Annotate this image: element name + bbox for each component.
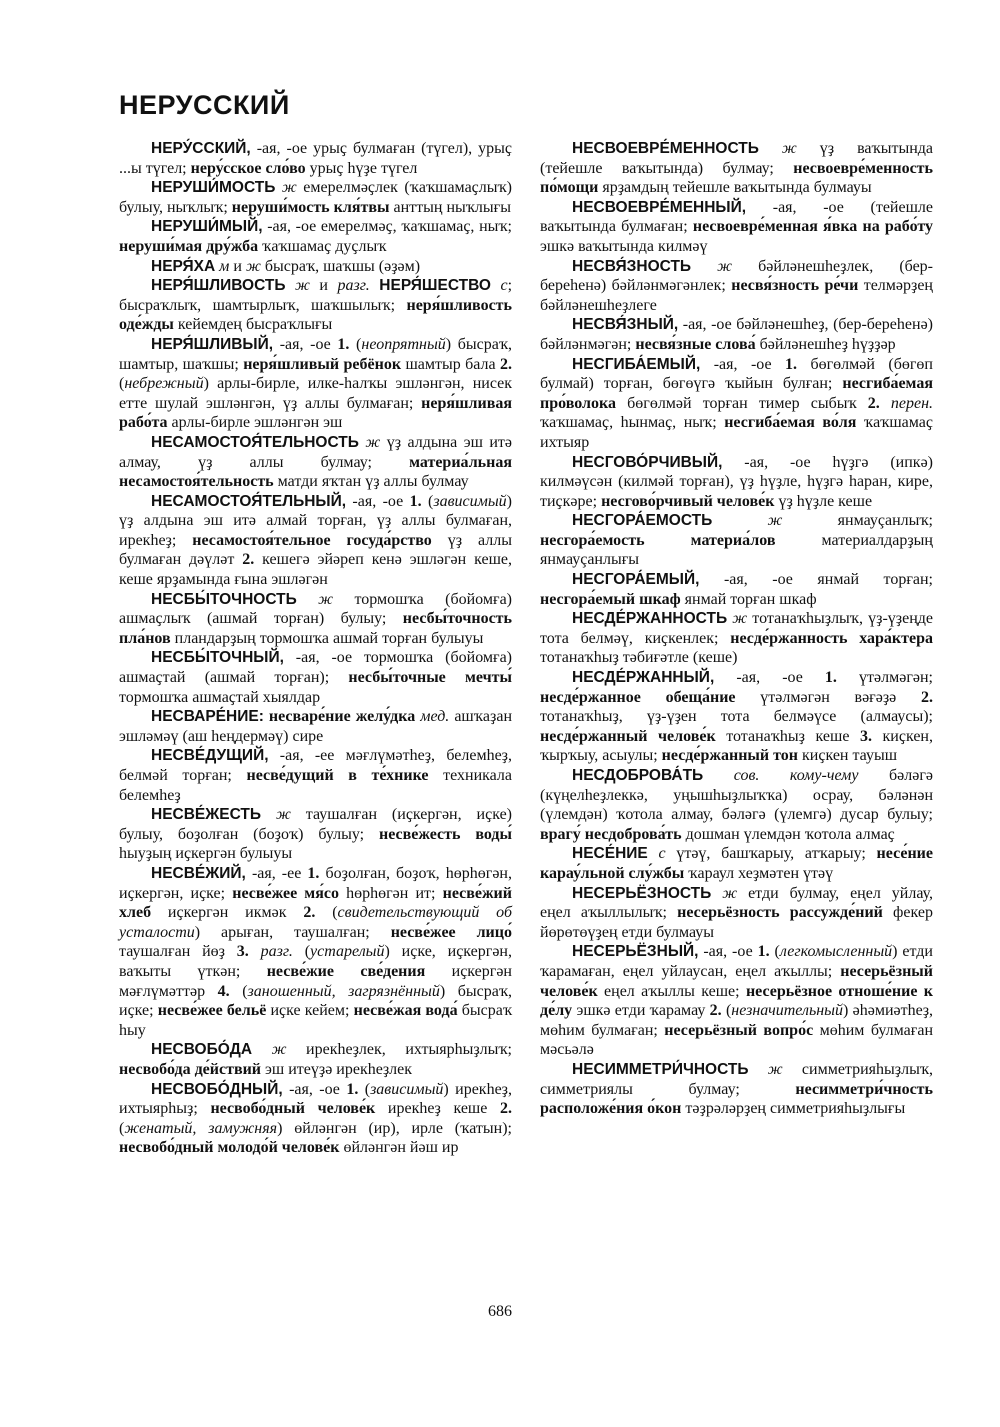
headword: НЕСВОБО́ДА <box>151 1041 253 1059</box>
dictionary-entry <box>540 453 933 512</box>
grammar-label: с <box>500 277 508 295</box>
definition-text: янмауçанлыҡ; <box>782 512 933 530</box>
definition-text: -ая, -ое <box>346 492 410 510</box>
example-phrase: несве́жее мя́со <box>232 884 339 902</box>
definition-text: -ая, -ое янмай торған; <box>699 571 933 589</box>
definition-text: ярҙамдың тейешле ваҡытында булмауы <box>598 179 872 197</box>
dictionary-entry <box>119 1040 512 1079</box>
definition-text: шамтыр бала <box>401 355 501 373</box>
example-phrase: материа́льная несамостоя́тельность <box>119 453 512 491</box>
headword: НЕРЯ́ШЛИВОСТЬ <box>151 277 286 295</box>
headword: НЕСДОБРОВА́ТЬ <box>572 767 704 784</box>
headword: НЕСВОБО́ДНЫЙ, <box>151 1080 283 1098</box>
example-phrase: несваре́ние желу́дка <box>268 708 416 726</box>
grammar-label: перен. <box>890 394 934 412</box>
example-phrase: неря́шливый ребёнок <box>243 355 402 373</box>
example-phrase: 2. <box>921 688 933 706</box>
headword: НЕСИММЕТРИ́ЧНОСТЬ <box>572 1060 749 1078</box>
definition-text: ( <box>721 1002 732 1020</box>
example-phrase: несерьёзный вопро́с <box>664 1021 814 1039</box>
example-phrase: несде́ржанный челове́к <box>540 727 716 745</box>
page-number: 686 <box>488 1303 512 1320</box>
example-phrase: несвоевре́менность по́мощи <box>540 159 933 197</box>
example-phrase: неря́шливость оде́жды <box>119 296 512 334</box>
dictionary-entry <box>119 590 512 649</box>
example-phrase: несе́ние карау́льной слу́жбы <box>540 845 933 882</box>
example-phrase: несвобо́дный челове́к <box>210 1100 376 1118</box>
dictionary-entry <box>540 257 933 316</box>
example-phrase: несерьёзное отноше́ние к де́лу <box>540 982 934 1020</box>
example-phrase: несгиба́емая про́волока <box>540 375 933 412</box>
dictionary-entry <box>119 707 512 746</box>
definition-text <box>297 591 318 608</box>
definition-text <box>711 885 722 902</box>
definition-text: ) ирекһеҙ, ихтыярһыҙ; <box>119 1080 513 1118</box>
definition-text: -ая, -ое һүҙгә (ипкә) килмәүсән (килмәй торған), үҙ һүҙле, һүҙгә һаран, кире, тиҫкәре; <box>540 453 933 510</box>
definition-text: бысраҡ, шаҡшы (әҙәм) <box>260 257 421 275</box>
example-phrase: 1. <box>409 492 422 510</box>
definition-text <box>261 806 276 823</box>
definition-text: киҫкен тауыш <box>798 747 898 765</box>
dictionary-entry <box>540 355 933 453</box>
dictionary-entry <box>119 864 512 1040</box>
headword: НЕСГОВО́РЧИВЫЙ, <box>572 453 723 471</box>
headword: НЕРУ́ССКИЙ, <box>151 140 251 157</box>
definition-text: телмәрҙең бәйләнешһеҙлеге <box>540 277 933 314</box>
example-phrase: 2. <box>242 551 255 569</box>
example-phrase: несве́жее лицо́ <box>390 923 512 941</box>
definition-text: ) етди ҡарамаған, еңел уйлаусан, еңел аҡыллы; <box>540 943 933 980</box>
example-phrase: несве́жий хлеб <box>119 884 512 922</box>
definition-text: -ая, -ое <box>700 355 786 373</box>
definition-text: ( <box>349 335 362 353</box>
headword: НЕСВЕ́ЖИЙ, <box>151 864 246 882</box>
dictionary-entry <box>540 668 933 766</box>
definition-text: емерелмәҫлек (ҡаҡшамаҫлыҡ) булыу, ныҡлыҡ; <box>119 179 513 216</box>
headword: НЕСВЯ́ЗНОСТЬ <box>572 257 692 275</box>
definition-text: бәләгә (күңелһеҙлеккә, уңышһыҙлыҡҡа) осрау, бәләнән (үлемдән) ҡотола алмау, бәләгә (үлемгә) дусар булыу; <box>540 767 934 824</box>
grammar-label: зависимый <box>433 492 507 510</box>
definition-text: бөгөлмәй торған тимер сыбыҡ <box>616 394 868 412</box>
definition-text: техникала белемһеҙ <box>119 767 513 804</box>
definition-text: тотанаҡһыҙ кеше <box>715 727 860 745</box>
example-phrase: 2. <box>709 1002 722 1020</box>
example-phrase: несвя́зные слова́ <box>635 335 756 353</box>
grammar-label: устарелый <box>310 943 385 961</box>
example-phrase: несвя́зность ре́чи <box>731 277 859 295</box>
headword: НЕСГИБА́ЕМЫЙ, <box>572 355 701 373</box>
definition-text: тотанаҡһыҙлыҡ, үҙ-үҙеңде тота белмәү, киҫкенлек; <box>540 610 934 647</box>
example-phrase: несде́ржанный тон <box>661 747 798 765</box>
headword: НЕСВЕ́ЖЕСТЬ <box>151 806 262 824</box>
example-phrase: 1. <box>346 1080 359 1098</box>
example-phrase: несде́ржанность хара́ктера <box>730 629 933 647</box>
dictionary-entry <box>119 178 512 217</box>
example-phrase: 3. <box>236 943 249 961</box>
definition-text: ирекһеҙлек, ихтыярһыҙлыҡ; <box>286 1041 513 1059</box>
definition-text: ( <box>769 943 780 961</box>
definition-text: бөгөлмәй (бөгөп булмай) торған, бөгөүгә ҡыйын булған; <box>540 355 933 393</box>
dictionary-entry <box>540 942 933 1060</box>
definition-text: пландарҙың тормошҡа ашмай торған булыуы <box>170 629 484 647</box>
dictionary-entry <box>540 609 933 668</box>
grammar-label: ж <box>767 512 783 530</box>
definition-text: -ая, -ее <box>245 864 308 882</box>
definition-text <box>759 140 782 157</box>
example-phrase: врагу́ несдоброва́ть <box>540 825 682 843</box>
definition-text: ( <box>229 982 248 1000</box>
grammar-label: легкомысленный <box>779 943 893 961</box>
dictionary-entry <box>540 570 933 609</box>
example-phrase: неру́сское сло́во <box>190 159 306 177</box>
grammar-label: незначительный <box>731 1002 843 1020</box>
definition-text: -ая, -ое <box>714 669 825 687</box>
example-phrase: несамостоя́тельное госуда́рство <box>192 531 432 549</box>
example-phrase: неря́шливая рабо́та <box>119 394 512 432</box>
grammar-label: небрежный <box>124 375 204 393</box>
dictionary-entry <box>119 805 512 864</box>
definition-text: иҫке кейем; <box>266 1002 354 1020</box>
grammar-label: женатый, замужняя <box>124 1119 278 1137</box>
dictionary-entry <box>540 1060 933 1119</box>
example-phrase: 1. <box>307 864 320 882</box>
headword: НЕСБЫ́ТОЧНЫЙ, <box>151 649 284 667</box>
example-phrase: 4. <box>217 982 230 1000</box>
definition-text: үтәлмәгән; <box>836 669 933 687</box>
example-phrase: 1. <box>785 355 798 373</box>
definition-text <box>249 943 261 960</box>
definition-text: тотанаҡһыҙ, үҙ-үҙен тота белмәүсе (алмаусы); <box>540 708 933 726</box>
definition-text: ( <box>119 375 125 393</box>
definition-text: эш итеүҙә ирекһеҙлек <box>261 1060 413 1078</box>
definition-text: ) арыған, таушалған; <box>194 923 391 941</box>
definition-text: ( <box>315 904 338 922</box>
dictionary-entry <box>119 139 512 178</box>
headword: НЕСЕРЬЁЗНОСТЬ <box>572 884 712 902</box>
definition-text: таушалған (иҫкергән, иҫке) булыу, боҙолған (боҙоҡ) булыу; <box>119 806 512 843</box>
definition-text: ) әһәмиәтһеҙ, мөһим булмаған; <box>540 1002 934 1039</box>
definition-text: тәҙрәләрҙең симметрияһыҙлығы <box>681 1100 906 1118</box>
grammar-label: ж <box>245 257 261 275</box>
definition-text: һыуҙың иҫкергән булыуы <box>119 845 293 863</box>
grammar-label: ж <box>732 610 748 628</box>
definition-text: -ая, -ое емерелмәҫ, ҡаҡшамаҫ, ныҡ; <box>262 218 512 236</box>
headword: НЕСДЕ́РЖАННЫЙ, <box>572 669 715 687</box>
headword: НЕСВЕ́ДУЩИЙ, <box>151 747 269 765</box>
headword: НЕСВЯ́ЗНЫЙ, <box>572 316 679 334</box>
grammar-label: неопрятный <box>361 335 446 353</box>
definition-text: мөһим булмаған мәсьәлә <box>540 1021 934 1059</box>
example-phrase: неруши́мая дру́жба <box>119 237 259 255</box>
definition-text: анттың ныҡлығы <box>389 198 511 216</box>
grammar-label: мед. <box>420 708 450 726</box>
dictionary-entry <box>119 433 512 492</box>
running-head: НЕРУССКИЙ <box>119 90 290 120</box>
example-phrase: несве́жая вода́ <box>353 1002 458 1020</box>
example-phrase: несве́жие све́дения <box>266 962 426 980</box>
headword: НЕСДЕ́РЖАННОСТЬ <box>572 610 728 628</box>
definition-text: ҡараул хеҙмәтен үтәү <box>684 864 834 882</box>
definition-text: еңел аҡыллы кеше; <box>597 982 746 1000</box>
definition-text: иҫкергән икмәк <box>151 904 304 922</box>
definition-text: урыҫ һүҙе түгел <box>305 159 418 177</box>
dictionary-entry <box>119 492 512 590</box>
definition-text: -ая, -ое <box>282 1080 347 1098</box>
headword: НЕСАМОСТОЯ́ТЕЛЬНЫЙ, <box>151 492 347 510</box>
right-column <box>540 139 933 1119</box>
definition-text: ( <box>119 1119 125 1137</box>
example-phrase: 1. <box>757 943 770 961</box>
headword: НЕСАМОСТОЯ́ТЕЛЬНОСТЬ <box>151 433 359 451</box>
example-phrase: несвоевре́менная я́вка на рабо́ту <box>692 218 934 236</box>
definition-text: янмай торған шкаф <box>680 590 817 608</box>
example-phrase: несерьёзность рассужде́ний <box>677 904 883 922</box>
definition-text: ) бысраҡ, шамтыр, шаҡшы; <box>119 335 513 373</box>
grammar-label: ж <box>365 433 381 451</box>
grammar-label: сов. кому-чему <box>733 767 859 784</box>
definition-text: иҫкергән мәғлүмәттәр <box>119 962 512 1000</box>
headword: НЕСЕ́НИЕ <box>572 845 648 863</box>
headword: НЕСВОЕВРЕ́МЕННЫЙ, <box>572 198 747 216</box>
dictionary-entry <box>540 766 933 844</box>
headword: НЕСГОРА́ЕМЫЙ, <box>572 571 700 589</box>
headword: НЕРЯ́ШЕСТВО <box>379 277 491 295</box>
definition-text <box>370 277 380 294</box>
definition-text: -ая, -ее мәғлүмәтһеҙ, белемһеҙ, белмәй торған; <box>119 747 512 784</box>
definition-text: -ая, -ое (тейешле ваҡытында булмаған; <box>540 198 933 236</box>
headword: НЕРЯ́ХА <box>151 257 216 275</box>
definition-text: ; бысраҡлыҡ, шамтырлыҡ, шаҡшылыҡ; <box>119 277 513 314</box>
example-phrase: 1. <box>337 335 350 353</box>
definition-text: тормошҡа (бойомға) ашмаҫлыҡ (ашмай торған) булыу; <box>119 590 512 628</box>
example-phrase: несвобо́дный молодо́й челове́к <box>119 1139 340 1157</box>
example-phrase: несерьёзный челове́к <box>540 962 933 1000</box>
definition-text: тотанаҡһыҙ тәбиғәтле (кеше) <box>540 649 738 667</box>
definition-text: ) иҫке, иҫкергән, ваҡыты үткән; <box>119 943 512 980</box>
dictionary-entry <box>540 511 933 570</box>
definition-text: -ая, -ое тормошҡа (бойомға) ашмаҫтай (ашмай торған); <box>119 649 512 687</box>
dictionary-entry <box>119 648 512 707</box>
definition-text: и <box>229 257 246 275</box>
dictionary-entry <box>540 198 933 257</box>
dictionary-entry <box>119 1080 512 1158</box>
definition-text: бысраҡ һыу <box>119 1002 513 1039</box>
definition-text: ирекһеҙ кеше <box>375 1100 500 1118</box>
grammar-label: ж <box>781 140 797 157</box>
definition-text: эшкә етди ҡарамау <box>572 1002 710 1020</box>
definition-text: үтәү, башҡарыу, атҡарыу; <box>665 845 877 863</box>
example-phrase: 2. <box>303 904 316 922</box>
headword: НЕРЯ́ШЛИВЫЙ, <box>151 335 274 353</box>
example-phrase: 1. <box>824 669 837 687</box>
headword: НЕРУШИ́МЫЙ, <box>151 218 263 236</box>
dictionary-entry <box>540 139 933 198</box>
example-phrase: неруши́мость кля́твы <box>231 198 390 216</box>
example-phrase: несгора́емость материа́лов <box>540 531 776 549</box>
headword: НЕРУШИ́МОСТЬ <box>151 179 276 197</box>
definition-text: үҙ алдына эш итә алмау, үҙ аллы булмау; <box>119 433 513 471</box>
example-phrase: несве́жесть воды́ <box>379 825 512 843</box>
definition-text: ) бысраҡ, иҫке; <box>119 982 513 1020</box>
definition-text: кешегә эйәреп кенә эшләгән кеше, кеше ярҙамында ғына эшләгән <box>119 551 513 589</box>
grammar-label: м <box>219 257 230 275</box>
definition-text: ҡаҡшамаҫ ихтыяр <box>540 414 933 451</box>
definition-text: етди булмау, еңел уйлау, еңел аҡыллылыҡ; <box>540 884 934 922</box>
definition-text: дошман үлемдән ҡотола алмаҫ <box>681 825 895 843</box>
definition-text: боҙолған, боҙоҡ, һөрһөгән, иҫкергән, иҫке; <box>119 864 512 902</box>
definition-text: и <box>309 277 338 295</box>
headword: НЕСБЫ́ТОЧНОСТЬ <box>151 590 297 608</box>
example-phrase: несве́дущий в те́хнике <box>246 767 429 784</box>
grammar-label: свидетельствующий об усталости <box>119 904 513 941</box>
definition-text: өйләнгән йәш ир <box>339 1139 459 1157</box>
definition-text: фекер йөрөтөүҙең етди булмауы <box>540 904 933 941</box>
example-phrase: несбы́точные мечты́ <box>348 669 512 687</box>
grammar-label: ж <box>717 257 733 275</box>
definition-text: -ая, -ое урыҫ булмаған (түгел), урыҫ ...ы түгел; <box>119 140 512 177</box>
definition-text: ) үҙ алдына эш итә алмай торған, үҙ аллы булмаған, ирекһеҙ; <box>119 492 512 549</box>
definition-text: эшкә ваҡытында килмәү <box>540 237 708 255</box>
example-phrase: несде́ржанное обеща́ние <box>540 688 736 706</box>
definition-text: ) өйләнгән (ир), ирле (ҡатын); <box>277 1119 513 1137</box>
grammar-label: ж <box>271 1041 287 1059</box>
definition-text: киҫкен, ҡырҡыу, асыулы; <box>540 727 933 765</box>
example-phrase: 2. <box>867 394 880 412</box>
definition-text <box>648 845 659 862</box>
definition-text: материалдарҙың янмауçанлығы <box>540 531 933 569</box>
grammar-label: разг. <box>260 943 293 961</box>
definition-text: үҙ аллы булмаған дәүләт <box>119 531 512 569</box>
dictionary-entry <box>119 335 512 433</box>
example-phrase: несгиба́емая во́ля <box>724 414 857 432</box>
grammar-label: ж <box>722 884 738 902</box>
definition-text: матди яҡтан үҙ аллы булмау <box>273 473 469 491</box>
definition-text <box>691 258 717 275</box>
definition-text: -ая, -ое <box>698 943 758 961</box>
grammar-label: ж <box>295 277 310 295</box>
example-phrase: несвобо́да де́йствий <box>119 1060 262 1078</box>
definition-text <box>880 395 891 412</box>
grammar-label: заношенный, загрязнённый <box>247 982 440 1000</box>
definition-text <box>712 512 767 529</box>
definition-text: үҙ һүҙле кеше <box>774 492 873 510</box>
grammar-label: зависимый <box>370 1080 444 1098</box>
definition-text: -ая, -ое бәйләнешһеҙ, (бер-береһенә) бәйләнмәгән; <box>540 316 933 353</box>
example-phrase: несгора́емый шкаф <box>540 590 681 608</box>
definition-text <box>703 767 734 784</box>
grammar-label: ж <box>318 590 334 608</box>
definition-text <box>286 277 296 294</box>
grammar-label: ж <box>281 179 297 197</box>
dictionary-entry <box>540 884 933 943</box>
dictionary-entry <box>119 217 512 256</box>
example-phrase: несбы́точность пла́нов <box>119 610 512 647</box>
definition-text: ашҡаҙан эшләмәү (аш һеңдермәү) сире <box>119 708 513 745</box>
example-phrase: несгово́рчивый челове́к <box>601 492 775 510</box>
example-phrase: 2. <box>500 355 513 373</box>
definition-text: бәйләнешһеҙлек, (бер-береһенә) бәйләнмәгәнлек; <box>540 257 934 295</box>
headword: НЕСЕРЬЁЗНЫЙ, <box>572 943 699 961</box>
grammar-label: с <box>658 845 666 863</box>
dictionary-entry <box>119 257 512 277</box>
definition-text: -ая, -ое <box>273 335 338 353</box>
dictionary-entry <box>119 276 512 335</box>
headword: НЕСВОЕВРЕ́МЕННОСТЬ <box>572 140 759 157</box>
definition-text: тормошҡа ашмаҫтай хыялдар <box>119 688 321 706</box>
definition-text: бәйләнешһеҙ һүҙҙәр <box>755 335 896 353</box>
definition-text: симметрияһыҙлыҡ, симметриялы булмау; <box>540 1060 933 1098</box>
headword: НЕСГОРА́ЕМОСТЬ <box>572 512 713 530</box>
example-phrase: 3. <box>859 727 872 745</box>
example-phrase: несве́жее бельё <box>157 1002 267 1020</box>
definition-text: ( <box>292 943 311 961</box>
definition-text: кейемдең бысраҡлығы <box>173 316 333 334</box>
left-column <box>119 139 512 1158</box>
dictionary-entry <box>119 746 512 805</box>
dictionary-entry <box>540 315 933 354</box>
headword: НЕСВАРЕ́НИЕ: <box>151 708 264 726</box>
definition-text <box>749 1061 768 1078</box>
definition-text: үтәлмәгән вәғәҙә <box>735 688 921 706</box>
example-phrase: 2. <box>500 1100 512 1118</box>
definition-text: арлы-бирле эшләнгән эш <box>167 414 343 432</box>
definition-text: ҡаҡшамаҫ, һынмаҫ, ныҡ; <box>540 414 725 432</box>
grammar-label: ж <box>275 806 291 824</box>
definition-text: ҡаҡшамаҫ дуҫлыҡ <box>258 237 387 255</box>
definition-text: ( <box>421 492 434 510</box>
definition-text: һөрһөгән ит; <box>338 884 443 902</box>
dictionary-entry <box>540 844 933 883</box>
definition-text: үҙ ваҡытында (тейешле ваҡытында) булмау; <box>540 140 933 177</box>
definition-text: ) арлы-бирле, илке-һалҡы эшләнгән, нисек етте шулай эшләнгән, үҙ аллы булмаған; <box>119 375 512 412</box>
grammar-label: ж <box>767 1060 783 1078</box>
definition-text <box>252 1041 272 1058</box>
definition-text: таушалған йөҙ <box>119 943 237 961</box>
definition-text: ( <box>358 1080 371 1098</box>
grammar-label: разг. <box>337 277 370 295</box>
example-phrase: несимметри́чность расположе́ния о́кон <box>540 1080 933 1118</box>
